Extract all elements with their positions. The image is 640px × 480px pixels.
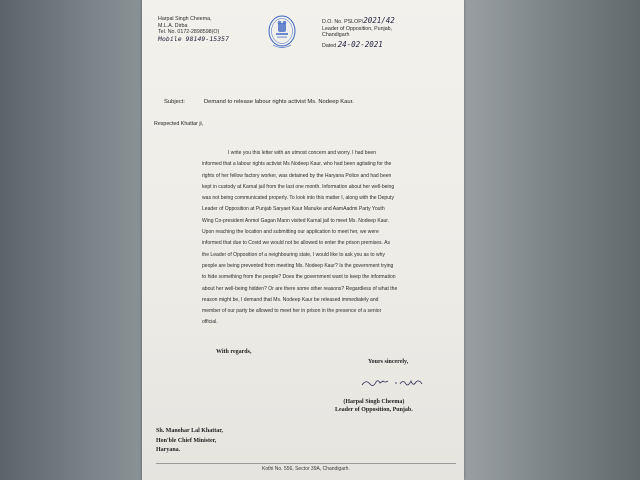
subject-label: Subject: bbox=[164, 99, 185, 105]
letter-body bbox=[202, 148, 457, 329]
body-line: Leader of Opposition at Punjab Saryaet Kaur Manuke and AamAadmi Party Youth bbox=[202, 206, 385, 213]
body-line: official. bbox=[202, 319, 218, 326]
footer-address: Kothi No. 556, Sector 39A, Chandigarh. bbox=[262, 466, 350, 472]
office-title: Leader of Opposition, Punjab, bbox=[322, 25, 393, 32]
body-line: was not being communicated properly. To look into this matter I, along with the Deputy bbox=[202, 195, 394, 202]
body-line: member of our party be allowed to meet her in prison in the presence of a senior bbox=[202, 308, 382, 315]
dd-number bbox=[322, 18, 395, 26]
body-line: I write you this letter with an utmost concern and worry. I had been bbox=[228, 150, 377, 156]
background-left bbox=[0, 0, 150, 480]
recipient-title: Hon'ble Chief Minister, bbox=[156, 437, 217, 444]
sender-block bbox=[158, 16, 229, 42]
body-line: people are being prevented from meeting Ms. Nodeep Kaur? Is the government trying bbox=[202, 262, 394, 269]
sender-tel: Tel. No. 0172-2898598(O) bbox=[158, 29, 220, 36]
body-line: kept in custody at Karnal jail from the last one month. Information about her well-being bbox=[202, 183, 395, 190]
body-line: Upon reaching the location and submitting our application to meet her, we were bbox=[202, 229, 379, 236]
sender-mobile: Mobile 98149-15357 bbox=[158, 34, 230, 43]
body-line: reason might be, I demand that Ms. Nodeep Kaur be released immediately and bbox=[202, 296, 379, 303]
body-line: Wing Co-president Anmol Gagan Mann visited Karnal jail to meet Ms. Nodeep Kaur. bbox=[202, 217, 390, 224]
body-line: informed that due to Covid we would not be allowed to enter the prison premises. As bbox=[202, 240, 390, 247]
emblem-seal-icon bbox=[267, 14, 297, 52]
sender-name: Harpal Singh Cheema, bbox=[158, 16, 212, 22]
signatory-block bbox=[335, 398, 413, 414]
regards: With regards, bbox=[216, 349, 252, 355]
dated-label: Dated bbox=[322, 42, 337, 49]
dd-handwritten: 2021/42 bbox=[363, 16, 395, 25]
recipient-name: Sh. Manohar Lal Khattar, bbox=[156, 428, 223, 434]
dd-label: D.O. No. PSLOP/ bbox=[322, 19, 364, 25]
recipient-block bbox=[156, 427, 223, 456]
salutation: Respected Khattar ji, bbox=[154, 121, 204, 127]
signatory-name: (Harpal Singh Cheema) bbox=[343, 399, 405, 405]
letter-page bbox=[142, 0, 464, 480]
background-right bbox=[460, 0, 640, 480]
footer-divider bbox=[156, 463, 456, 464]
signatory-title: Leader of Opposition, Punjab. bbox=[335, 407, 413, 413]
body-line: rights of her fellow factory worker, was detained by the Haryana Police and had been bbox=[202, 172, 392, 179]
date-line bbox=[322, 39, 395, 50]
office-block bbox=[322, 18, 395, 49]
dated-handwritten: 24-02-2021 bbox=[337, 39, 383, 49]
sender-designation: M.L.A. Dirba bbox=[158, 22, 188, 29]
yours-sincerely: Yours sincerely, bbox=[368, 359, 409, 365]
subject-text: Demand to release labour rights activist Ms. Nodeep Kaur. bbox=[204, 99, 354, 105]
recipient-state: Haryana. bbox=[156, 447, 181, 453]
signature-icon bbox=[360, 376, 430, 390]
body-line: to hide something from the people? Does the government want to keep the information bbox=[202, 274, 396, 281]
subject-line bbox=[164, 99, 354, 105]
body-line: informed that a labour rights activist Ms Nodeep Kaur, who had been agitating for the bbox=[202, 161, 392, 168]
office-city: Chandigarh bbox=[322, 32, 350, 39]
body-line: about her well-being hidden? Or are there some other reasons? Regardless of what the bbox=[202, 285, 398, 292]
body-line: the Leader of Opposition of a neighbouring state, I would like to ask you as to why bbox=[202, 251, 385, 258]
